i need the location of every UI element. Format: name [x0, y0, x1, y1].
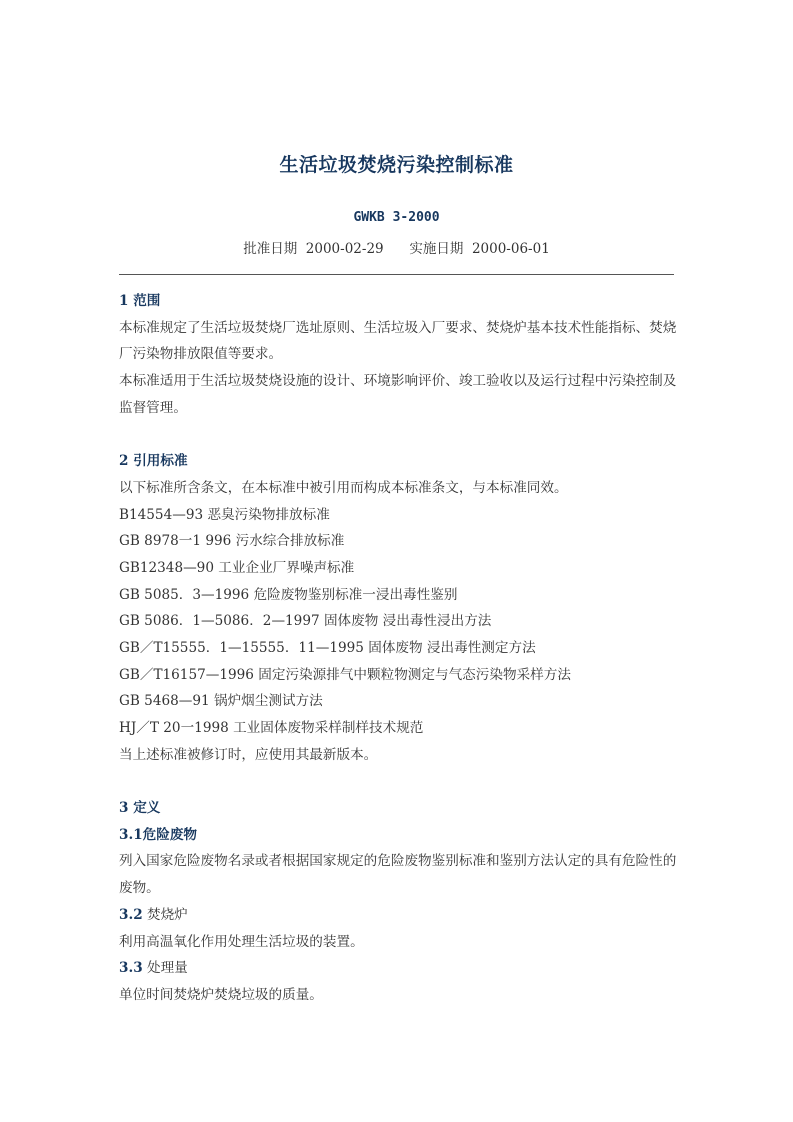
reference-item: HJ／T 20一1998 工业固体废物采样制样技术规范	[119, 720, 424, 736]
definition-heading	[119, 955, 679, 982]
date-line: 批准日期 2000-02-29 实施日期 2000-06-01	[243, 241, 550, 257]
reference-item: GB／T16157—1996 固定污染源排气中颗粒物测定与气态污染物采样方法	[119, 666, 571, 683]
paragraph-line: 监督管理。	[119, 399, 187, 416]
reference-item: GB 5085．3—1996 危险废物鉴别标准一浸出毒性鉴别	[119, 586, 458, 603]
definition-term: 处理量	[142, 960, 188, 977]
spacer	[119, 768, 679, 795]
paragraph-line: 当上述标准被修订时，应使用其最新版本。	[119, 746, 378, 763]
document-title: 生活垃圾焚烧污染控制标准	[279, 154, 514, 176]
paragraph-line: 单位时间焚烧炉焚烧垃圾的质量。	[119, 986, 323, 1003]
reference-item: GB12348—90 工业企业厂界噪声标准	[119, 559, 355, 576]
reference-item: GB 5468—91 锅炉烟尘测试方法	[119, 693, 323, 710]
paragraph-line: 利用高温氧化作用处理生活垃圾的装置。	[119, 933, 364, 950]
definition-heading: 3.1危险废物	[119, 826, 198, 843]
paragraph-line: 本标准适用于生活垃圾焚烧设施的设计、环境影响评价、竣工验收以及运行过程中污染控制及	[119, 373, 677, 390]
standard-code: GWKB 3-2000	[353, 210, 440, 225]
reference-item: GB 8978一1 996 污水综合排放标准	[119, 533, 345, 550]
definition-number: 3.2	[119, 906, 143, 923]
definition-heading	[119, 902, 679, 929]
header-divider	[119, 274, 674, 275]
paragraph-line: 废物。	[119, 880, 160, 897]
paragraph-line: 以下标准所含条文，在本标准中被引用而构成本标准条文，与本标准同效。	[119, 479, 568, 496]
paragraph-line: 列入国家危险废物名录或者根据国家规定的危险废物鉴别标准和鉴别方法认定的具有危险性的	[119, 853, 677, 870]
paragraph-line: 本标准规定了生活垃圾焚烧厂选址原则、生活垃圾入厂要求、焚烧炉基本技术性能指标、焚烧	[119, 319, 677, 336]
definition-number: 3.3	[119, 960, 143, 977]
reference-item: GB 5086．1—5086．2—1997 固体废物 浸出毒性浸出方法	[119, 613, 492, 630]
spacer	[119, 421, 679, 448]
document-body	[119, 288, 679, 1009]
paragraph-line: 厂污染物排放限值等要求。	[119, 346, 283, 363]
section-heading: 2 引用标准	[119, 453, 188, 470]
reference-item: GB／T15555．1—15555．11—1995 固体废物 浸出毒性测定方法	[119, 639, 536, 656]
definition-term: 焚烧炉	[142, 906, 188, 923]
section-heading: 1 范围	[119, 293, 161, 309]
section-heading: 3 定义	[119, 800, 161, 817]
reference-item: B14554—93 恶臭污染物排放标准	[119, 506, 330, 523]
